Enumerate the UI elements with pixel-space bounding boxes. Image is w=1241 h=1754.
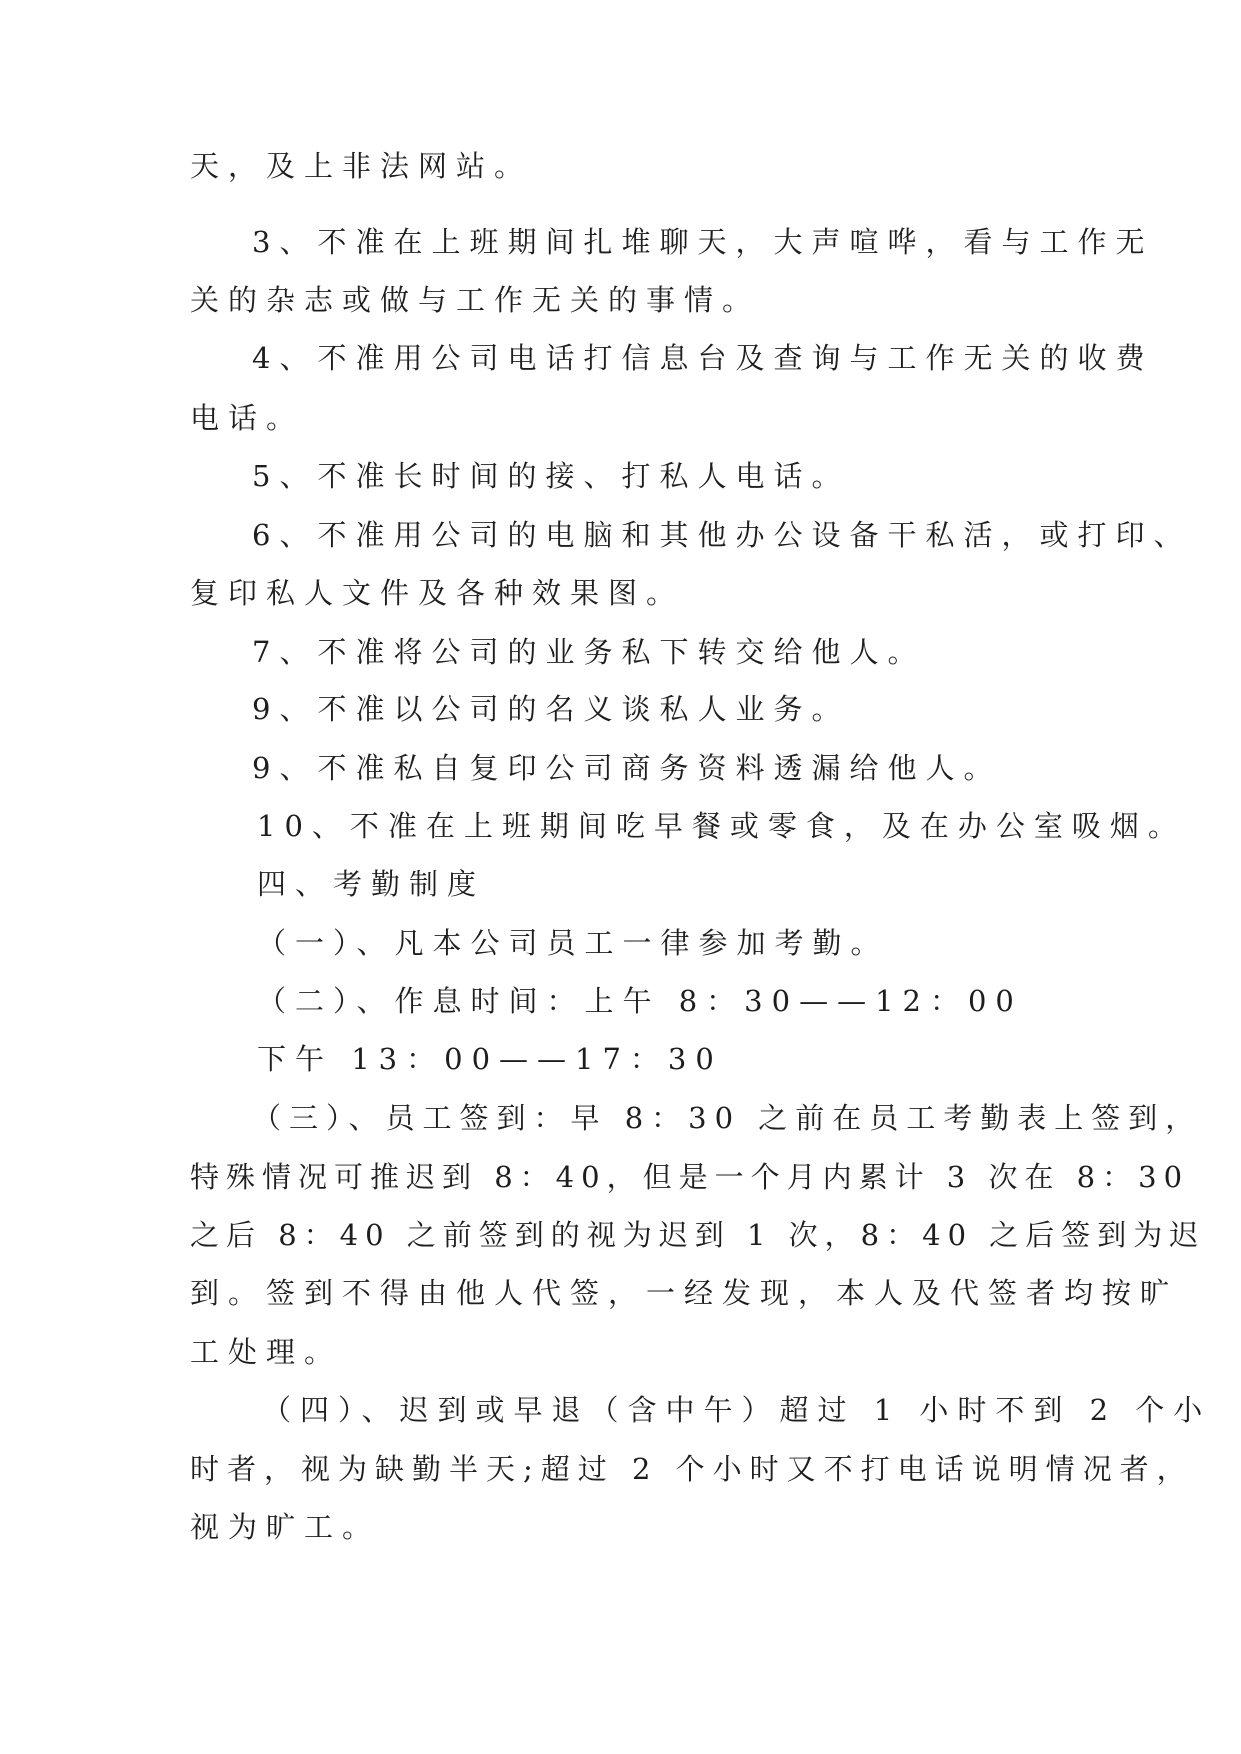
text-line: （三）、员工签到：早 8：30 之前在员工考勤表上签到， xyxy=(252,1101,1203,1135)
text-line: 电话。 xyxy=(190,401,305,435)
text-line: 视为旷工。 xyxy=(190,1510,381,1544)
text-line: 9、不准以公司的名义谈私人业务。 xyxy=(252,692,850,726)
text-line: （二）、作息时间：上午 8：30——12：00 xyxy=(257,984,1023,1018)
text-line: 特殊情况可推迟到 8：40，但是一个月内累计 3 次在 8：30 xyxy=(190,1160,1190,1194)
text-line: 5、不准长时间的接、打私人电话。 xyxy=(252,459,850,493)
section-heading: 四、考勤制度 xyxy=(257,867,486,901)
text-line: 10、不准在上班期间吃早餐或零食，及在办公室吸烟。 xyxy=(257,809,1186,843)
text-line: 9、不准私自复印公司商务资料透漏给他人。 xyxy=(252,751,1002,785)
text-line: 之后 8：40 之前签到的视为迟到 1 次，8：40 之后签到为迟 xyxy=(190,1218,1206,1252)
text-line: 6、不准用公司的电脑和其他办公设备干私活，或打印、 xyxy=(252,518,1192,552)
text-line: 下午 13：00——17：30 xyxy=(257,1042,723,1076)
text-line: （一）、凡本公司员工一律参加考勤。 xyxy=(257,926,889,960)
text-line: 4、不准用公司电话打信息台及查询与工作无关的收费 xyxy=(252,341,1154,375)
text-line: （四）、迟到或早退（含中午）超过 1 小时不到 2 个小 xyxy=(262,1393,1212,1427)
text-line: 工处理。 xyxy=(190,1335,343,1369)
text-line: 复印私人文件及各种效果图。 xyxy=(190,576,685,610)
text-line: 天，及上非法网站。 xyxy=(190,149,533,183)
text-line: 到。签到不得由他人代签，一经发现，本人及代签者均按旷 xyxy=(190,1276,1179,1310)
text-line: 7、不准将公司的业务私下转交给他人。 xyxy=(252,635,926,669)
text-line: 关的杂志或做与工作无关的事情。 xyxy=(190,283,761,317)
text-line: 3、不准在上班期间扎堆聊天，大声喧哗，看与工作无 xyxy=(252,225,1154,259)
text-line: 时者，视为缺勤半天;超过 2 个小时又不打电话说明情况者， xyxy=(190,1452,1194,1486)
